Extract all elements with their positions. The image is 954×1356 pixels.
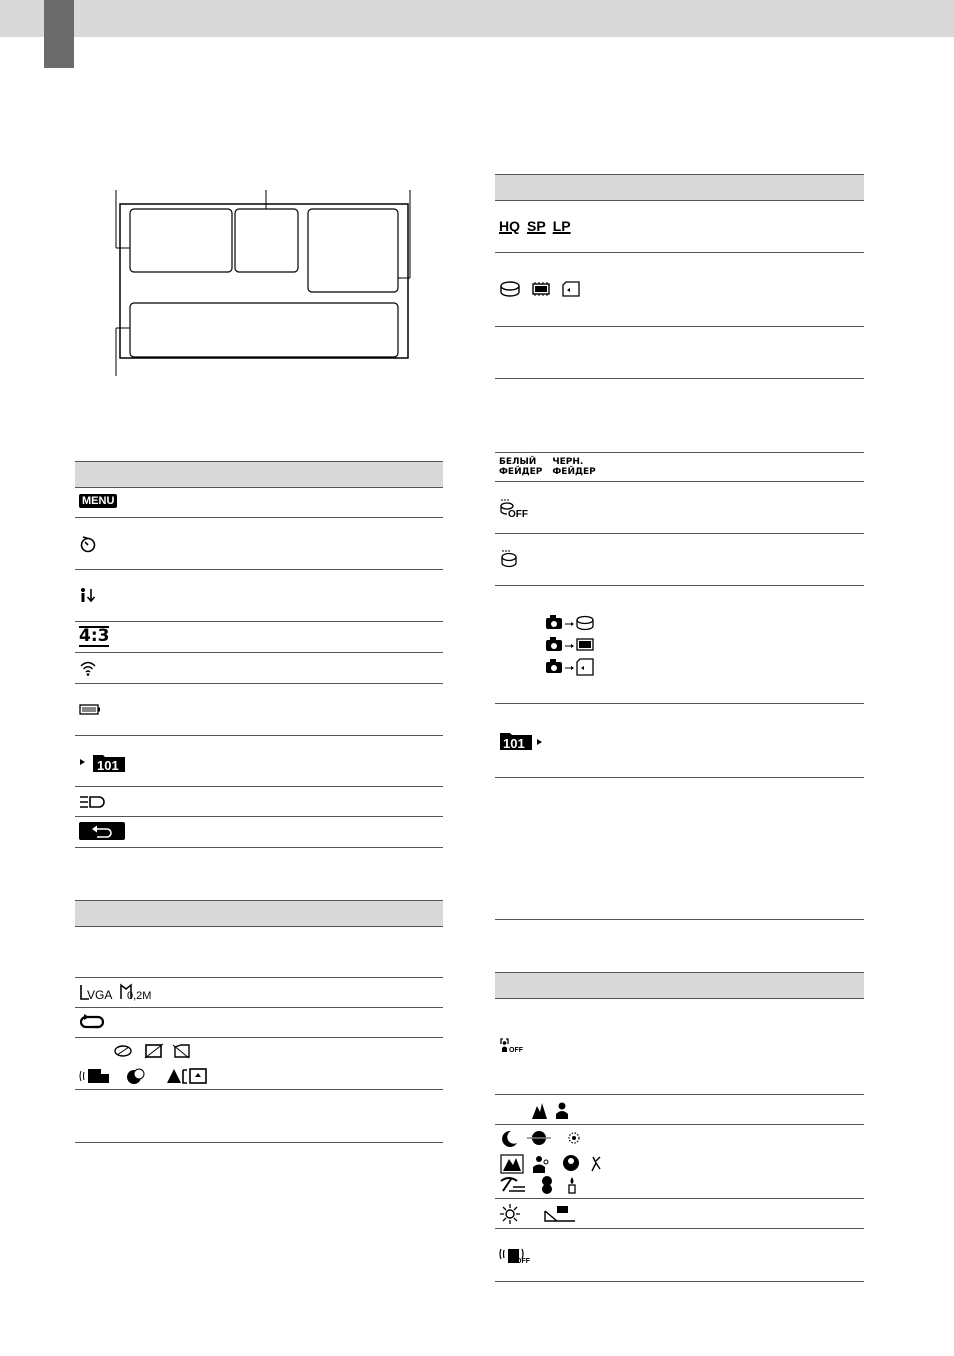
media-icons <box>499 281 581 297</box>
page-tab <box>44 0 74 68</box>
media-internal-icon <box>531 281 551 297</box>
folder-play-icon <box>79 751 127 773</box>
svg-text:OFF: OFF <box>508 509 528 518</box>
media-card-icon <box>561 281 581 297</box>
left-table-top <box>75 461 443 848</box>
self-timer-icon <box>79 535 97 553</box>
image-size-icon <box>79 983 159 1001</box>
scene-icons <box>531 1100 571 1120</box>
svg-text:0,2M: 0,2M <box>127 990 152 1001</box>
photo-copy-icon <box>545 614 605 678</box>
steadyshot-off-icon <box>499 1245 531 1265</box>
svg-text:OFF: OFF <box>516 1258 530 1265</box>
wireless-icon <box>79 660 97 676</box>
menu-icon: MENU <box>79 494 117 508</box>
right-table-top <box>495 174 864 920</box>
light-icon <box>79 794 107 810</box>
face-off-icon <box>499 1038 525 1056</box>
folder-101-icon <box>499 731 545 751</box>
hdd-off-icon <box>499 498 531 518</box>
fader-icon: БЕЛЫЙ ФЕЙДЕР ЧЕРН. ФЕЙДЕР <box>499 457 596 477</box>
battery-icon <box>79 704 101 715</box>
svg-text:OFF: OFF <box>509 1047 523 1054</box>
right-table-bottom <box>495 972 864 1282</box>
mic-level-icon <box>79 587 97 605</box>
left-table-bottom <box>75 900 443 1143</box>
quality-icon: HQ SP LP <box>499 218 571 234</box>
scene-icons <box>499 1129 609 1195</box>
screen-diagram <box>108 188 418 378</box>
hdd-icon <box>499 549 521 569</box>
warning-icons <box>79 1043 219 1087</box>
svg-text:101: 101 <box>97 758 119 773</box>
svg-text:101: 101 <box>503 736 525 751</box>
return-icon <box>79 822 125 840</box>
media-hdd-icon <box>499 281 521 297</box>
svg-text:VGA: VGA <box>87 988 113 1001</box>
repeat-icon <box>79 1014 105 1030</box>
backlight-icon <box>499 1203 577 1225</box>
top-bar <box>0 0 954 37</box>
aspect-4-3-icon: 4:3 <box>79 626 110 646</box>
